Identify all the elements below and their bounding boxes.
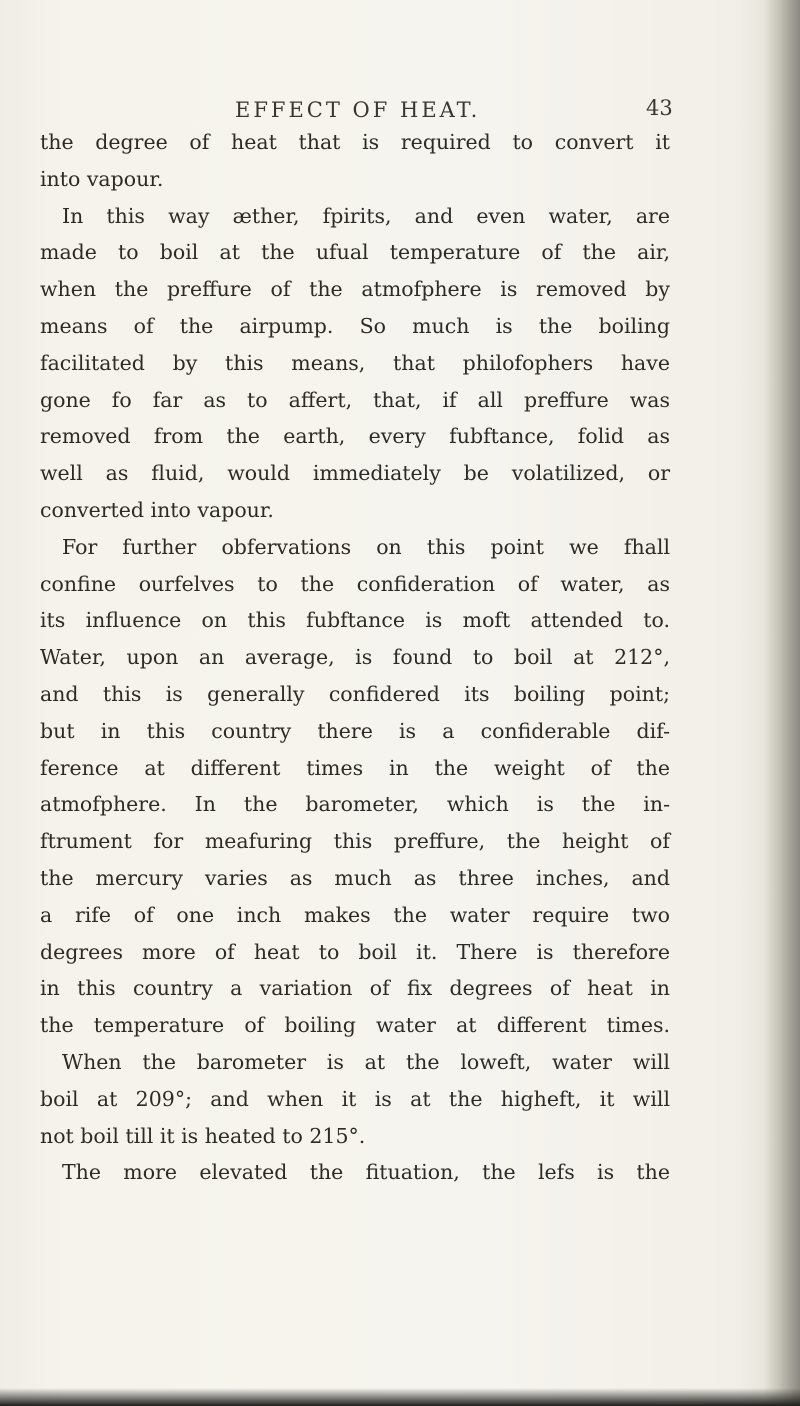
text-line: ference at different times in the weight of the <box>40 755 670 780</box>
text-line: when the preffure of the atmofphere is removed by <box>40 277 670 302</box>
text-line: in this country a variation of fix degrees of heat in <box>40 976 670 1001</box>
text-line: For further obfervations on this point we fhall <box>62 534 670 559</box>
text-line: Water, upon an average, is found to boil at 212°, <box>40 645 670 670</box>
body-text <box>40 124 670 1191</box>
text-line: made to boil at the ufual temperature of the air, <box>40 240 670 265</box>
text-line: atmofphere. In the barometer, which is the in- <box>40 792 670 817</box>
text-line: and this is generally confidered its boiling point; <box>40 681 670 706</box>
text-line: means of the airpump. So much is the boiling <box>40 313 670 338</box>
text-line: facilitated by this means, that philofophers have <box>40 350 670 375</box>
text-line: converted into vapour. <box>40 497 274 522</box>
text-line: confine ourfelves to the confideration of water, as <box>40 571 670 596</box>
page-edge-shadow <box>764 0 800 1406</box>
text-line: the temperature of boiling water at different times. <box>40 1013 670 1038</box>
text-line: but in this country there is a confiderable dif- <box>40 718 670 743</box>
page-number: 43 <box>646 96 673 120</box>
text-line: When the barometer is at the loweft, water will <box>62 1049 670 1074</box>
text-line: degrees more of heat to boil it. There is therefore <box>40 939 670 964</box>
text-line: In this way æther, fpirits, and even water, are <box>62 203 670 228</box>
text-line: ftrument for meafuring this preffure, the height of <box>40 829 670 854</box>
text-line: not boil till it is heated to 215°. <box>40 1123 366 1148</box>
running-title: EFFECT OF HEAT. <box>235 98 481 122</box>
text-line: its influence on this fubftance is moft attended to. <box>40 608 670 633</box>
text-line: a rife of one inch makes the water require two <box>40 902 670 927</box>
text-line: removed from the earth, every fubftance, folid as <box>40 424 670 449</box>
text-line: gone fo far as to affert, that, if all preffure was <box>40 387 670 412</box>
text-line: the mercury varies as much as three inches, and <box>40 865 670 890</box>
text-line: into vapour. <box>40 166 164 191</box>
text-line: well as fluid, would immediately be volatilized, or <box>40 461 670 486</box>
text-line: boil at 209°; and when it is at the higheft, it will <box>40 1086 670 1111</box>
text-line: The more elevated the fituation, the lefs is the <box>62 1160 670 1185</box>
text-line: the degree of heat that is required to convert it <box>40 130 670 154</box>
page-bottom-edge <box>0 1388 800 1406</box>
